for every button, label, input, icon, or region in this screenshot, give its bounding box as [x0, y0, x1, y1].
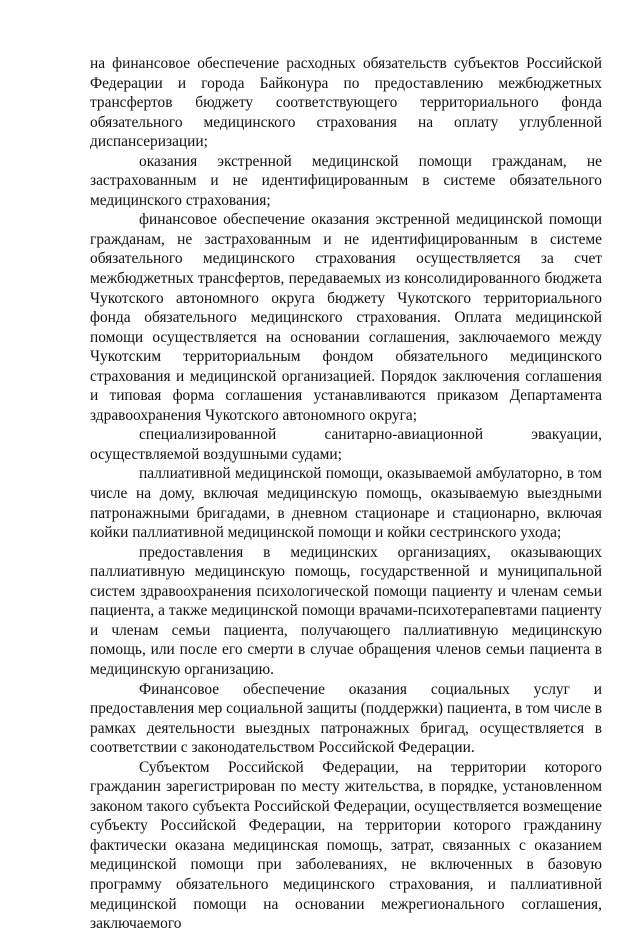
paragraph-1: на финансовое обеспечение расходных обязательств субъектов Российской Федерации и города Байконура по предоставлению межбюджетных трансфертов бюджету соответствующего территориального фонда обязательного медицинского страхования на оплату углубленной диспансеризации; — [90, 55, 602, 151]
paragraph-8: Субъектом Российской Федерации, на территории которого гражданин зарегистрирован по месту жительства, в порядке, установленном законом такого субъекта Российской Федерации, осуществляется возмещение субъекту Российской Федерации, на территории которого гражданину фактически оказана медицинская помощь, затрат, связанных с оказанием медицинской помощи при заболеваниях, не включенных в базовую программу обязательного медицинского страхования, и паллиативной медицинской помощи на основании межрегионального соглашения, заключаемого — [90, 758, 602, 933]
document-page — [90, 54, 602, 934]
paragraph-2: оказания экстренной медицинской помощи гражданам, не застрахованным и не идентифицированным в системе обязательного медицинского страхования; — [90, 152, 602, 209]
paragraph-3: финансовое обеспечение оказания экстренной медицинской помощи гражданам, не застрахованным и не идентифицированным в системе обязательного медицинского страхования осуществляется за счет межбюджетных трансфертов, передаваемых из консолидированного бюджета Чукотского автономного округа бюджету Чукотского территориального фонда обязательного медицинского страхования. Оплата медицинской помощи осуществляется на основании соглашения, заключаемого между Чукотским территориальным фондом обязательного медицинского страхования и медицинской организацией. Порядок заключения соглашения и типовая форма соглашения устанавливаются приказом Департамента здравоохранения Чукотского автономного округа; — [90, 211, 602, 424]
paragraph-4: специализированной санитарно-авиационной эвакуации, осуществляемой воздушными судами; — [90, 426, 602, 463]
paragraph-7: Финансовое обеспечение оказания социальных услуг и предоставления мер социальной защиты (поддержки) пациента, в том числе в рамках деятельности выездных патронажных бригад, осуществляется в соответствии с законодательством Российской Федерации. — [90, 680, 602, 757]
paragraph-6: предоставления в медицинских организациях, оказывающих паллиативную медицинскую помощь, государственной и муниципальной систем здравоохранения психологической помощи пациенту и членам семьи пациента, а также медицинской помощи врачами-психотерапевтами пациенту и членам семьи пациента, получающего паллиативную медицинскую помощь, или после его смерти в случае обращения членов семьи пациента в медицинскую организацию. — [90, 543, 602, 678]
paragraph-5: паллиативной медицинской помощи, оказываемой амбулаторно, в том числе на дому, включая медицинскую помощь, оказываемую выездными патронажными бригадами, в дневном стационаре и стационарно, включая койки паллиативной медицинской помощи и койки сестринского ухода; — [90, 465, 602, 542]
